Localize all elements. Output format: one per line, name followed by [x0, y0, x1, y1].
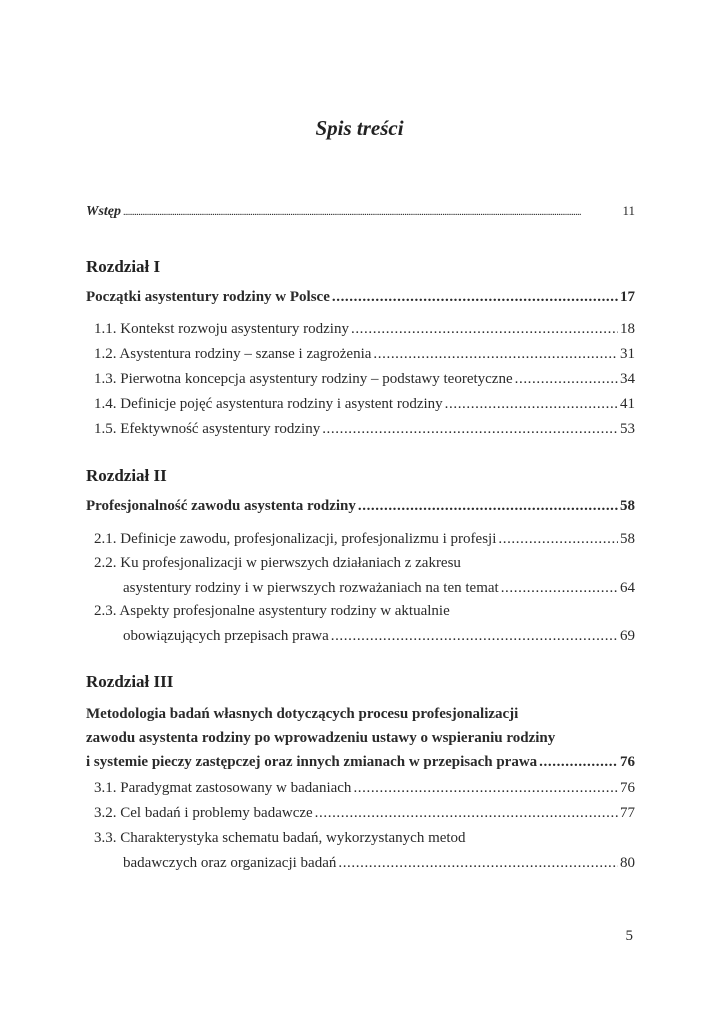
- entry-text: 1.4. Definicje pojęć asystentura rodziny i asystent rodziny: [94, 396, 443, 412]
- entry-text: asystentury rodziny i w pierwszych rozważaniach na ten temat: [123, 580, 499, 596]
- entry-page: 58: [620, 531, 635, 547]
- toc-entry-section-1-1[interactable]: [94, 320, 635, 338]
- entry-page: 58: [620, 498, 635, 514]
- dot-leader: [331, 627, 618, 645]
- toc-entry-section-1-5[interactable]: [94, 420, 635, 438]
- entry-text: 3.1. Paradygmat zastosowany w badaniach: [94, 780, 352, 796]
- entry-page: 11: [622, 203, 635, 218]
- entry-text: obowiązujących przepisach prawa: [123, 628, 329, 644]
- toc-entry-section-2-3[interactable]: [94, 602, 635, 645]
- dot-leader: [498, 530, 618, 548]
- entry-page: 34: [620, 371, 635, 387]
- entry-text: Początki asystentury rodziny w Polsce: [86, 289, 330, 305]
- toc-entry-section-1-4[interactable]: [94, 395, 635, 413]
- dot-leader: [351, 320, 618, 338]
- entry-page: 31: [620, 346, 635, 362]
- entry-page: 18: [620, 321, 635, 337]
- dot-leader: [358, 497, 618, 515]
- entry-text: badawczych oraz organizacji badań: [123, 855, 337, 871]
- dot-leader: [515, 370, 618, 388]
- entry-text-line1: Metodologia badań własnych dotyczących procesu profesjonalizacji: [86, 706, 519, 722]
- toc-entry-section-2-1[interactable]: [94, 530, 635, 548]
- entry-text: 1.3. Pierwotna koncepcja asystentury rodziny – podstawy teoretyczne: [94, 371, 513, 387]
- entry-page: 76: [620, 780, 635, 796]
- entry-text: Wstęp: [86, 204, 121, 219]
- entry-page: 80: [620, 855, 635, 871]
- entry-page: 69: [620, 628, 635, 644]
- dot-leader: [315, 804, 618, 822]
- entry-text: Profesjonalność zawodu asystenta rodziny: [86, 498, 356, 514]
- entry-page: 76: [620, 754, 635, 770]
- toc-entry-section-1-3[interactable]: [94, 370, 635, 388]
- entry-text: 1.1. Kontekst rozwoju asystentury rodziny: [94, 321, 349, 337]
- toc-entry-section-1-2[interactable]: [94, 345, 635, 363]
- dot-leader: [539, 750, 618, 774]
- entry-page: 64: [620, 580, 635, 596]
- entry-page: 41: [620, 396, 635, 412]
- toc-entry-section-2-2[interactable]: [94, 554, 635, 597]
- entry-text: 1.2. Asystentura rodziny – szanse i zagrożenia: [94, 346, 372, 362]
- entry-text-line2: zawodu asystenta rodziny po wprowadzeniu ustawy o wspieraniu rodziny: [86, 730, 556, 746]
- chapter-heading-1: Rozdział I: [86, 257, 161, 276]
- dot-leader: [123, 202, 620, 222]
- toc-entry-chapter-1[interactable]: [86, 288, 635, 306]
- entry-page: 17: [620, 289, 635, 305]
- dot-leader: [373, 345, 618, 363]
- page-number: 5: [625, 928, 633, 944]
- toc-title: Spis treści: [315, 116, 404, 140]
- entry-text: 1.5. Efektywność asystentury rodziny: [94, 421, 321, 437]
- entry-text-line1: 2.2. Ku profesjonalizacji w pierwszych działaniach z zakresu: [94, 555, 461, 571]
- entry-page: 77: [620, 805, 635, 821]
- dot-leader: [338, 854, 618, 872]
- entry-text-line1: 3.3. Charakterystyka schematu badań, wykorzystanych metod: [94, 830, 466, 846]
- toc-entry-chapter-2[interactable]: [86, 497, 635, 515]
- chapter-heading-2: Rozdział II: [86, 466, 167, 485]
- toc-entry-chapter-3[interactable]: [86, 702, 635, 774]
- entry-text: i systemie pieczy zastępczej oraz innych zmianach w przepisach prawa: [86, 754, 538, 770]
- toc-entry-intro[interactable]: [86, 202, 635, 222]
- entry-text: 3.2. Cel badań i problemy badawcze: [94, 805, 313, 821]
- entry-text: 2.1. Definicje zawodu, profesjonalizacji, profesjonalizmu i profesji: [94, 531, 497, 547]
- toc-entry-section-3-2[interactable]: [94, 804, 635, 822]
- dot-leader: [353, 779, 618, 797]
- entry-page: 53: [620, 421, 635, 437]
- toc-entry-section-3-1[interactable]: [94, 779, 635, 797]
- dot-leader: [445, 395, 618, 413]
- dot-leader: [501, 579, 618, 597]
- dot-leader: [322, 420, 618, 438]
- chapter-heading-3: Rozdział III: [86, 672, 174, 691]
- toc-entry-section-3-3[interactable]: [94, 829, 635, 872]
- dot-leader: [332, 288, 618, 306]
- entry-text-line1: 2.3. Aspekty profesjonalne asystentury rodziny w aktualnie: [94, 603, 450, 619]
